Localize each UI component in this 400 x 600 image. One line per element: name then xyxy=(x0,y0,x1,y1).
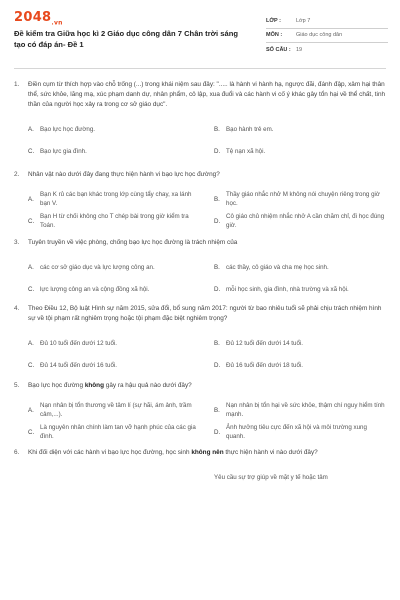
option-b[interactable] xyxy=(214,332,386,354)
question-number: 2. xyxy=(14,171,20,178)
question-stem: Nhân vật nào dưới đây đang thực hiện hành vi bạo lực học đường? xyxy=(28,171,220,178)
option-letter: B. xyxy=(214,195,220,203)
option-text: Đủ 14 tuổi đến dưới 16 tuổi. xyxy=(40,361,117,369)
option-letter: C. xyxy=(28,428,35,436)
question-stem: Điền cụm từ thích hợp vào chỗ trống (...) trong khái niệm sau đây: "..... là hành vi hành hạ, ngược đãi, đánh đập, xâm hại thân thể, sức khỏe, lăng mạ, xúc phạm danh dự, nhân phẩm, cô lập, xua đuổi và các hành vi cố ý khác gây tổn hại về thể chất, tinh thần của người học xảy ra trong cơ sở giáo dục". xyxy=(28,81,386,108)
question-stem: Theo Điều 12, Bộ luật Hình sự năm 2015, sửa đổi, bổ sung năm 2017: người từ bao nhiêu tuổi sẽ phải chịu trách nhiệm hình sự về tội phạm rất nghiêm trọng hoặc tội phạm đặc biệt nghiêm trọng? xyxy=(28,305,382,322)
option-text: Ảnh hưởng tiêu cực đến xã hội và môi trường xung quanh. xyxy=(226,424,367,440)
option-d[interactable] xyxy=(214,278,386,300)
option-text: Đủ 16 tuổi đến dưới 18 tuổi. xyxy=(226,361,303,369)
option-letter: C. xyxy=(28,217,35,225)
option-d[interactable] xyxy=(214,210,386,232)
option-grid xyxy=(14,188,386,232)
option-text: Đủ 12 tuổi đến dưới 14 tuổi. xyxy=(226,339,303,347)
option-text: Nạn nhân bị tổn thương về tâm lí (sự hãi, ám ảnh, trầm cảm,...). xyxy=(40,402,192,418)
option-b[interactable] xyxy=(214,188,386,210)
option-letter: C. xyxy=(28,147,35,155)
stem-emphasis: không xyxy=(84,382,104,389)
document-header xyxy=(14,10,386,60)
option-letter: B. xyxy=(214,125,220,133)
option-letter: B. xyxy=(214,406,220,414)
question-number: 6. xyxy=(14,449,20,456)
question-number: 5. xyxy=(14,382,20,389)
option-d[interactable] xyxy=(214,421,386,443)
option-b[interactable] xyxy=(214,256,386,278)
question-item xyxy=(14,238,386,248)
stem-emphasis: không nên xyxy=(191,449,224,456)
option-grid xyxy=(14,118,386,162)
option-letter: A. xyxy=(28,195,34,203)
meta-row-count xyxy=(266,43,388,58)
option-c[interactable] xyxy=(28,354,200,376)
meta-key: LỚP : xyxy=(266,17,281,24)
question-number: 3. xyxy=(14,239,20,246)
option-text: Bạo lực học đường. xyxy=(40,125,95,133)
stem-text: gây ra hậu quả nào dưới đây? xyxy=(103,382,192,389)
option-text: Thầy giáo nhắc nhở M không nói chuyện riêng trong giờ học. xyxy=(226,191,380,207)
option-letter: C. xyxy=(28,285,35,293)
option-text: Bạn K rủ các bạn khác trong lớp cùng tẩy chay, xa lánh bạn V. xyxy=(40,191,192,207)
meta-key: MÔN : xyxy=(266,32,283,39)
meta-value: Giáo dục công dân xyxy=(296,32,343,39)
option-b[interactable] xyxy=(214,399,386,421)
site-logo[interactable] xyxy=(14,10,63,27)
option-a[interactable] xyxy=(28,332,200,354)
option-letter: A. xyxy=(28,263,34,271)
question-stem: Tuyên truyền về việc phòng, chống bạo lực học đường là trách nhiệm của xyxy=(28,239,238,246)
option-text: lực lượng công an và cộng đồng xã hội. xyxy=(40,285,150,293)
option-letter: D. xyxy=(214,428,221,436)
option-c[interactable] xyxy=(28,210,200,232)
exam-meta-table xyxy=(266,14,388,58)
option-letter: A. xyxy=(28,339,34,347)
option-d[interactable] xyxy=(214,140,386,162)
option-c[interactable] xyxy=(28,140,200,162)
option-text: các cơ sở giáo dục và lực lượng công an. xyxy=(40,263,155,271)
question-item xyxy=(14,304,386,324)
option-c[interactable] xyxy=(28,421,200,443)
meta-row-subject xyxy=(266,29,388,44)
option-a[interactable] xyxy=(28,399,200,421)
meta-row-class xyxy=(266,14,388,29)
meta-value: 19 xyxy=(296,47,303,54)
question-stem xyxy=(28,381,386,391)
option-text: Bạo hành trẻ em. xyxy=(226,125,274,133)
option-letter: D. xyxy=(214,361,221,369)
option-letter: C. xyxy=(28,361,35,369)
option-text: mỗi học sinh, gia đình, nhà trường và xã hội. xyxy=(226,285,349,293)
question-number: 4. xyxy=(14,305,20,312)
question-item xyxy=(14,381,386,391)
option-text: các thầy, cô giáo và cha mẹ học sinh. xyxy=(226,263,329,271)
stem-text: thực hiện hành vi nào dưới đây? xyxy=(223,449,318,456)
option-letter: B. xyxy=(214,263,220,271)
option-letter: B. xyxy=(214,339,220,347)
option-a-partial[interactable] xyxy=(28,466,200,488)
option-grid xyxy=(14,399,386,443)
question-stem xyxy=(28,448,386,458)
meta-key: SỐ CÂU : xyxy=(266,47,291,54)
option-text: Bạn H từ chối không cho T chép bài trong giờ kiểm tra Toán. xyxy=(40,213,189,229)
option-letter: D. xyxy=(214,147,221,155)
stem-text: Khi đối diện với các hành vi bạo lực học đường, học sinh xyxy=(28,449,192,456)
meta-value: Lớp 7 xyxy=(296,17,311,24)
question-list xyxy=(14,80,386,488)
exam-title: Đề kiểm tra Giữa học kì 2 Giáo dục công dân 7 Chân trời sáng tạo có đáp án- Đề 1 xyxy=(14,29,238,49)
option-d[interactable] xyxy=(214,354,386,376)
option-letter: A. xyxy=(28,406,34,414)
option-letter: D. xyxy=(214,217,221,225)
option-text: Là nguyên nhân chính làm tan vỡ hạnh phúc của các gia đình. xyxy=(40,424,196,440)
option-letter: A. xyxy=(28,125,34,133)
option-grid xyxy=(14,466,386,488)
option-text: Cô giáo chủ nhiệm nhắc nhở A cần chăm chỉ, đi học đúng giờ. xyxy=(226,213,385,229)
question-number: 1. xyxy=(14,81,20,88)
question-item xyxy=(14,80,386,110)
option-text: Bạo lực gia đình. xyxy=(40,147,87,155)
option-b[interactable] xyxy=(214,118,386,140)
option-letter: D. xyxy=(214,285,221,293)
option-c[interactable] xyxy=(28,278,200,300)
logo-text: 2048 xyxy=(14,10,52,25)
logo-suffix: .vn xyxy=(51,19,63,27)
question-item xyxy=(14,448,386,458)
header-divider xyxy=(14,68,386,69)
option-a[interactable] xyxy=(28,118,200,140)
option-text: Nạn nhân bị tổn hại về sức khỏe, thậm chí nguy hiểm tính mạnh. xyxy=(226,402,385,418)
question-item xyxy=(14,170,386,180)
option-text: Tệ nạn xã hội. xyxy=(226,147,266,155)
option-b-partial[interactable] xyxy=(214,466,386,488)
option-text: Đủ 10 tuổi đến dưới 12 tuổi. xyxy=(40,339,117,347)
stem-text: Bạo lực học đường xyxy=(28,382,85,389)
option-grid xyxy=(14,332,386,376)
option-a[interactable] xyxy=(28,256,200,278)
option-text: Yêu cầu sự trợ giúp về mặt y tế hoặc tâm xyxy=(214,473,328,481)
option-a[interactable] xyxy=(28,188,200,210)
option-grid xyxy=(14,256,386,300)
